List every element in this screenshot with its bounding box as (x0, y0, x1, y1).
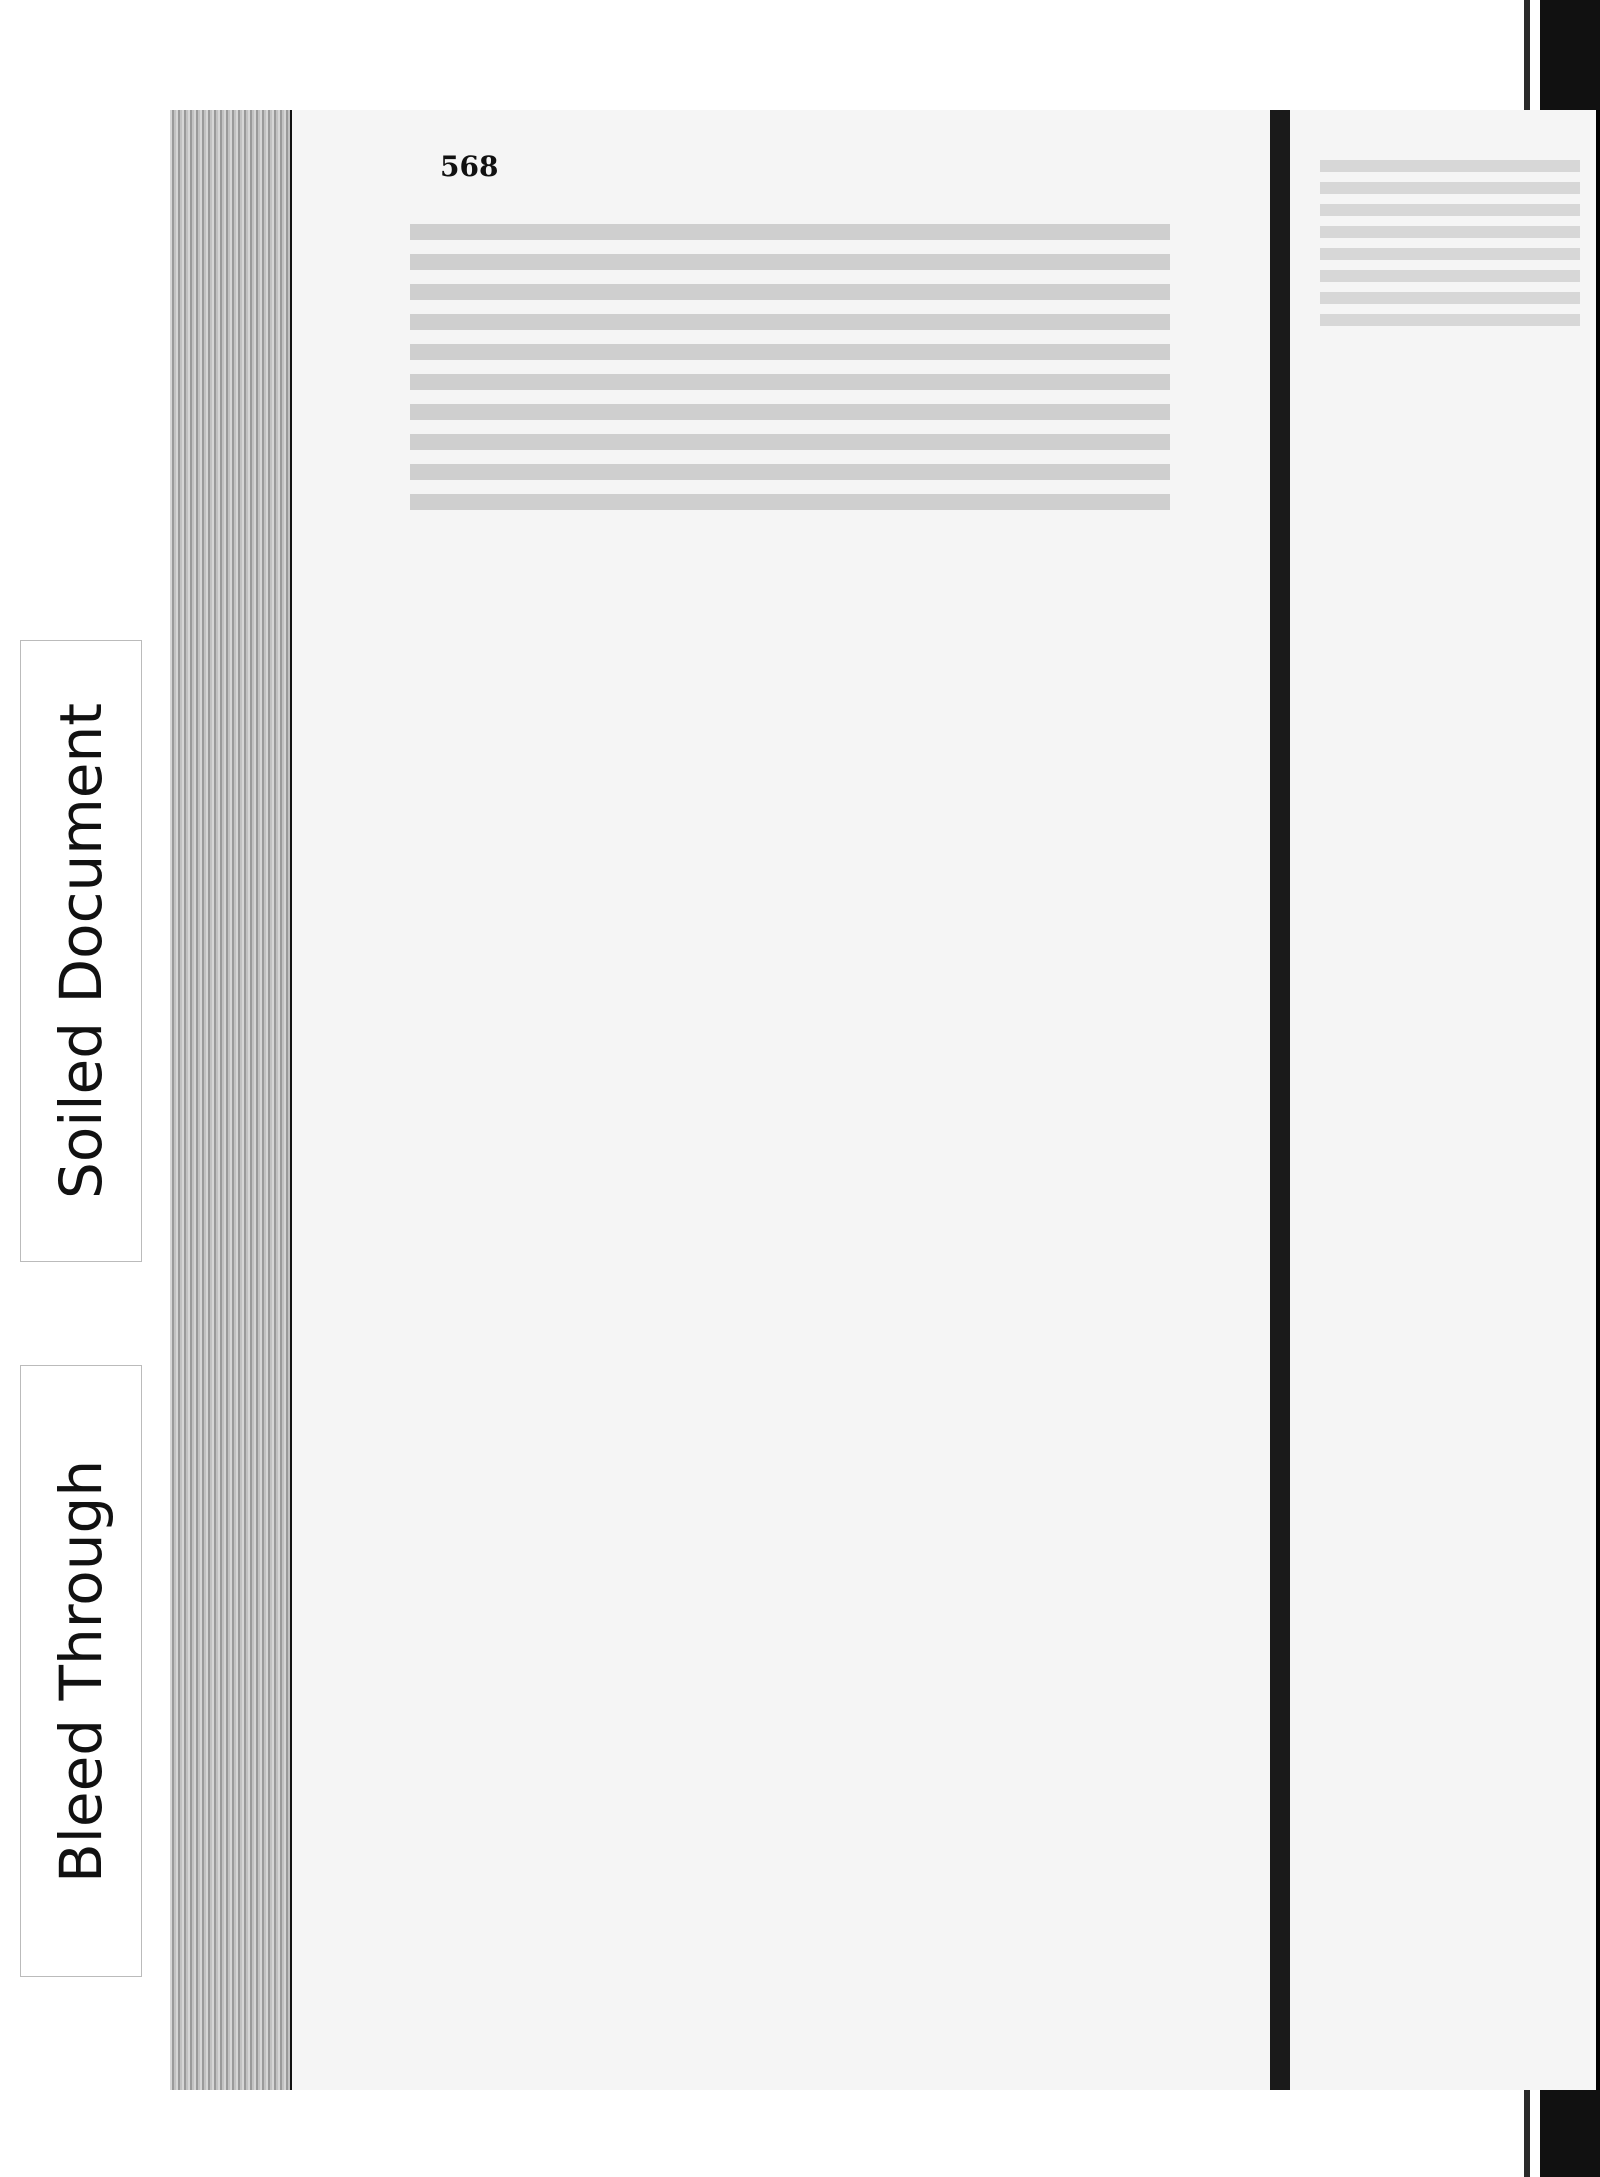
right-page-text (1320, 150, 1600, 336)
book-gutter (1270, 110, 1290, 2090)
soiled-document-label: Soiled Document (47, 703, 115, 1199)
text-line (410, 344, 1170, 360)
soiled-document-tag (20, 640, 142, 1262)
page-text-region (410, 210, 1170, 524)
open-book (170, 110, 1600, 2090)
text-line (1320, 292, 1580, 304)
text-line (1320, 160, 1580, 172)
text-line (410, 404, 1170, 420)
text-line (410, 464, 1170, 480)
text-line (410, 494, 1170, 510)
text-line (410, 374, 1170, 390)
text-line (410, 434, 1170, 450)
left-page (330, 150, 1250, 2060)
text-line (1320, 204, 1580, 216)
book-spine (170, 110, 292, 2090)
text-line (1320, 182, 1580, 194)
text-line (1320, 314, 1580, 326)
bleed-through-label: Bleed Through (47, 1459, 115, 1883)
text-line (410, 224, 1170, 240)
text-line (410, 314, 1170, 330)
text-line (1320, 248, 1580, 260)
bleed-through-tag (20, 1365, 142, 1977)
text-line (410, 254, 1170, 270)
right-page (1320, 150, 1600, 2060)
text-line (1320, 270, 1580, 282)
text-line (410, 284, 1170, 300)
page-number: 568 (440, 150, 499, 183)
text-line (1320, 226, 1580, 238)
